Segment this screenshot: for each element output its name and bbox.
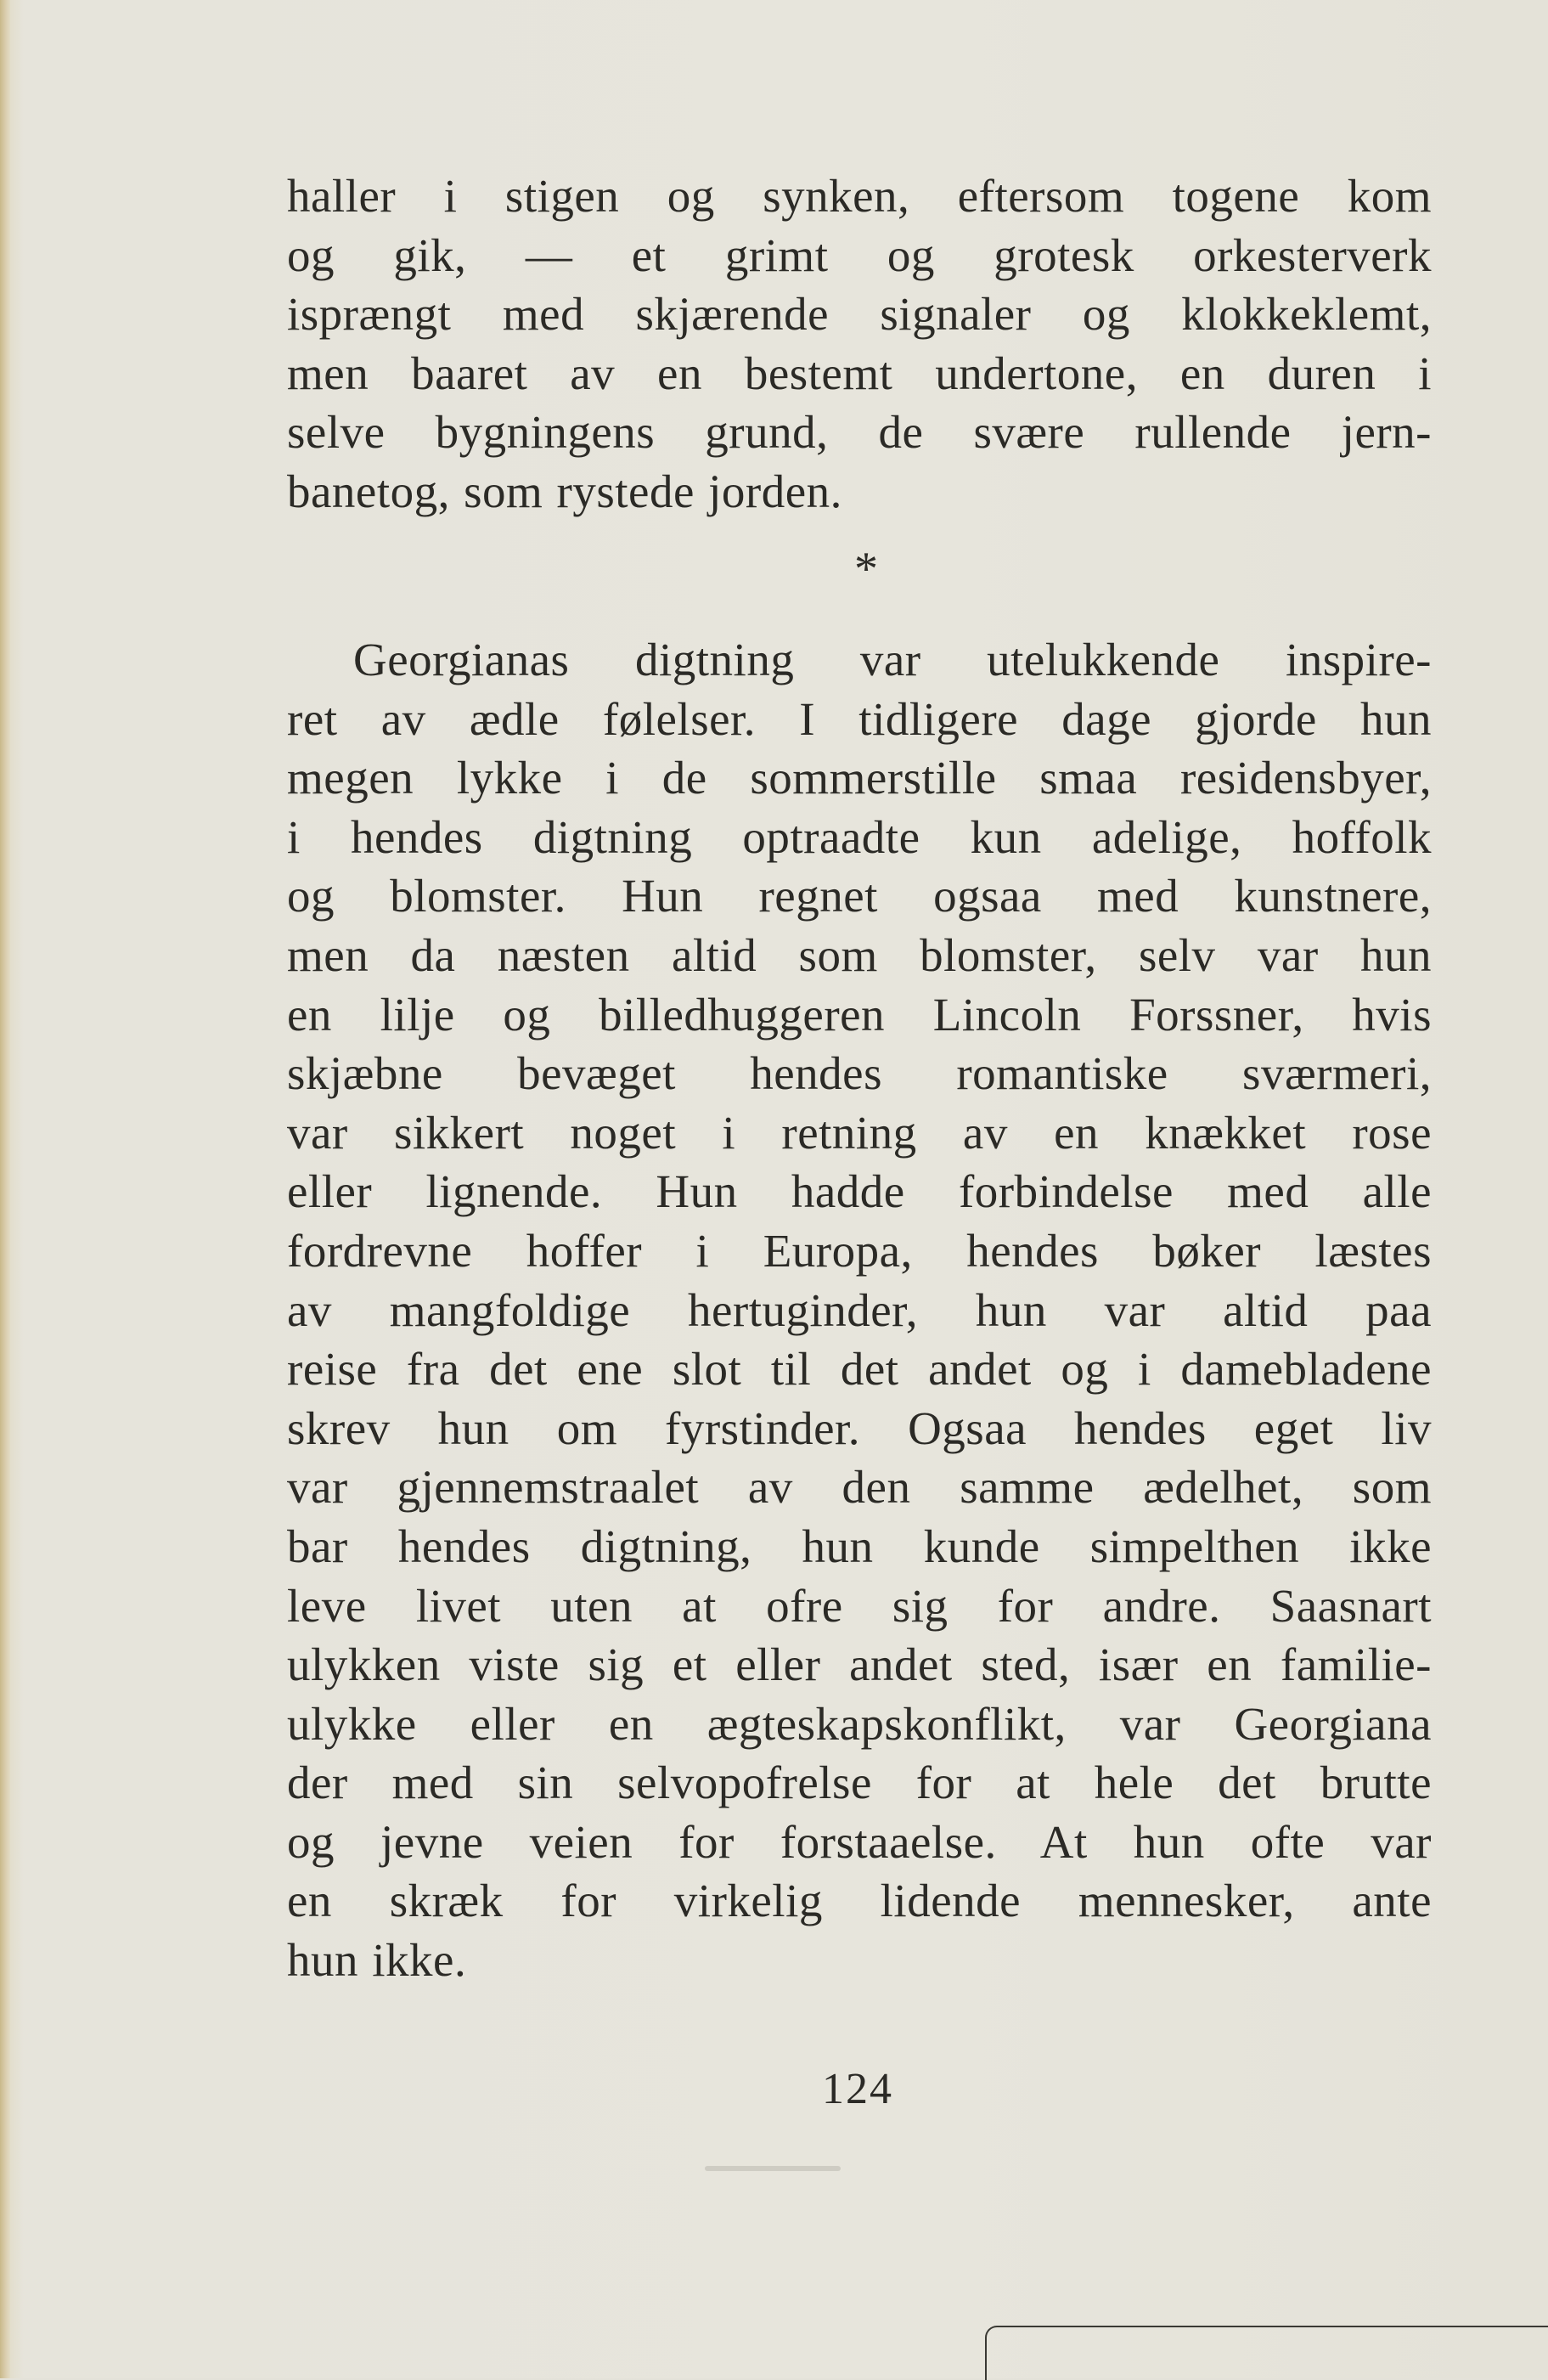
text-line: en skræk for virkelig lidende mennesker, ante [287, 1875, 1432, 1927]
text-line: bar hendes digtning, hun kunde simpelthen ikke [287, 1520, 1432, 1572]
text-line: isprængt med skjærende signaler og klokkeklemt, [287, 288, 1432, 341]
text-line: var sikkert noget i retning av en knækket rose [287, 1106, 1432, 1159]
paragraph-continued [287, 166, 1432, 522]
text-line: Georgianas digtning var utelukkende inspire- [353, 634, 1432, 685]
text-line: reise fra det ene slot til det andet og i damebladene [287, 1343, 1432, 1396]
page-spine-edge [0, 0, 10, 2378]
text-line: og gik, — et grimt og grotesk orkesterverk [287, 228, 1432, 281]
text-line: ret av ædle følelser. I tidligere dage gjorde hun [287, 692, 1432, 745]
text-line: og jevne veien for forstaaelse. At hun ofte var [287, 1815, 1432, 1868]
text-line: fordrevne hoffer i Europa, hendes bøker læstes [287, 1224, 1432, 1277]
text-line: en lilje og billedhuggeren Lincoln Forssner, hvis [287, 988, 1432, 1041]
text-line: leve livet uten at ofre sig for andre. Saasnart [287, 1579, 1432, 1632]
text-line: skjæbne bevæget hendes romantiske sværmeri, [287, 1047, 1432, 1100]
page-number: 124 [822, 2065, 893, 2113]
text-line: banetog, som rystede jorden. [287, 465, 842, 517]
next-page-edge [985, 2326, 1548, 2380]
text-line: av mangfoldige hertuginder, hun var altid paa [287, 1283, 1432, 1336]
text-line: i hendes digtning optraadte kun adelige, hoffolk [287, 810, 1432, 863]
text-line: men da næsten altid som blomster, selv var hun [287, 928, 1432, 981]
paragraph-georgiana [287, 630, 1432, 1990]
text-line: eller lignende. Hun hadde forbindelse med alle [287, 1165, 1432, 1218]
text-line: ulykke eller en ægteskapskonflikt, var Georgiana [287, 1697, 1432, 1750]
text-line: hun ikke. [287, 1934, 467, 1987]
text-line: der med sin selvopofrelse for at hele det brutte [287, 1757, 1432, 1809]
text-line: skrev hun om fyrstinder. Ogsaa hendes eget liv [287, 1401, 1432, 1454]
section-separator: * [854, 543, 878, 595]
text-line: men baaret av en bestemt undertone, en duren i [287, 347, 1432, 399]
text-line: var gjennemstraalet av den samme ædelhet, som [287, 1461, 1432, 1514]
ink-smudge [705, 2166, 841, 2171]
text-line: selve bygningens grund, de svære rullende jern- [287, 406, 1432, 459]
text-line: megen lykke i de sommerstille smaa residensbyer, [287, 752, 1432, 804]
text-line: og blomster. Hun regnet ogsaa med kunstnere, [287, 870, 1432, 922]
text-line: ulykken viste sig et eller andet sted, især en familie- [287, 1638, 1432, 1691]
text-line: haller i stigen og synken, eftersom togene kom [287, 170, 1432, 222]
